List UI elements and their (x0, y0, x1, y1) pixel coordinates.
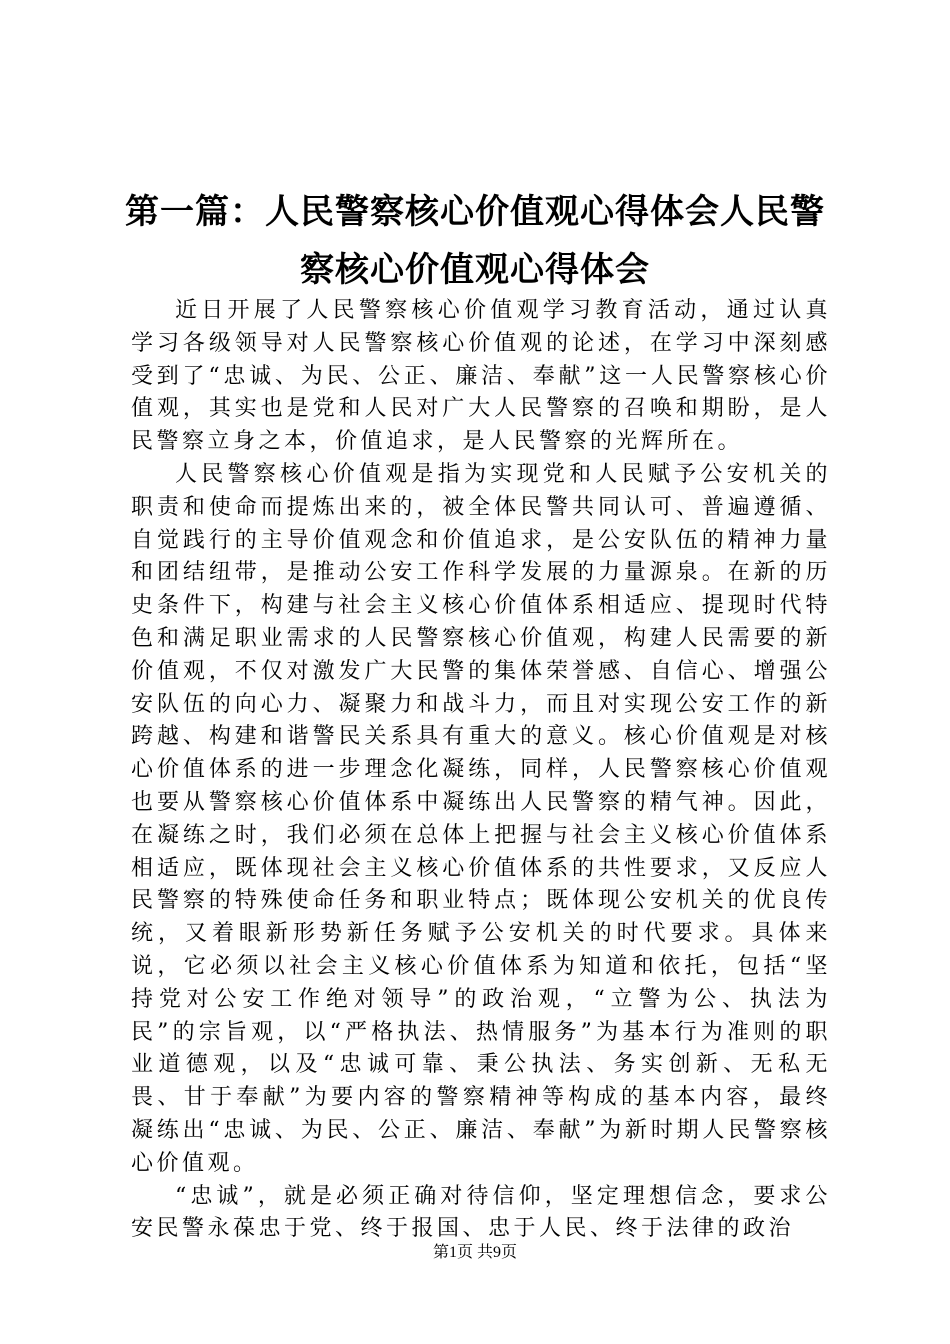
paragraph-3: “忠诚”，就是必须正确对待信仰，坚定理想信念，要求公安民警永葆忠于党、终于报国、忠于人民、终于法律的政治 (131, 1183, 831, 1242)
page-number-footer: 第1页 共9页 (432, 1244, 517, 1261)
paragraph-2: 人民警察核心价值观是指为实现党和人民赋予公安机关的职责和使命而提炼出来的，被全体民警共同认可、普遍遵循、自觉践行的主导价值观念和价值追求，是公安队伍的精神力量和团结纽带，是推动公安工作科学发展的力量源泉。在新的历史条件下，构建与社会主义核心价值体系相适应、提现时代特色和满足职业需求的人民警察核心价值观，构建人民需要的新价值观，不仅对激发广大民警的集体荣誉感、自信心、增强公安队伍的向心力、凝聚力和战斗力，而且对实现公安工作的新跨越、构建和谐警民关系具有重大的意义。核心价值观是对核心价值体系的进一步理念化凝练，同样，人民警察核心价值观也要从警察核心价值体系中凝练出人民警察的精气神。因此，在凝练之时，我们必须在总体上把握与社会主义核心价值体系相适应，既体现社会主义核心价值体系的共性要求，又反应人民警察的特殊使命任务和职业特点；既体现公安机关的优良传统，又着眼新形势新任务赋予公安机关的时代要求。具体来说，它必须以社会主义核心价值体系为知道和依托，包括“坚持党对公安工作绝对领导”的政治观，“立警为公、执法为民”的宗旨观，以“严格执法、热情服务”为基本行为准则的职业道德观，以及“忠诚可靠、秉公执法、务实创新、无私无畏、甘于奉献”为要内容的警察精神等构成的基本内容，最终凝练出“忠诚、为民、公正、廉洁、奉献”为新时期人民警察核心价值观。 (131, 461, 831, 1176)
document-body (131, 295, 831, 1246)
paragraph-1: 近日开展了人民警察核心价值观学习教育活动，通过认真学习各级领导对人民警察核心价值观的论述，在学习中深刻感受到了“忠诚、为民、公正、廉洁、奉献”这一人民警察核心价值观，其实也是党和人民对广大人民警察的召唤和期盼，是人民警察立身之本，价值追求，是人民警察的光辉所在。 (131, 298, 831, 455)
document-title: 第一篇：人民警察核心价值观心得体会人民警察核心价值观心得体会 (125, 192, 825, 290)
